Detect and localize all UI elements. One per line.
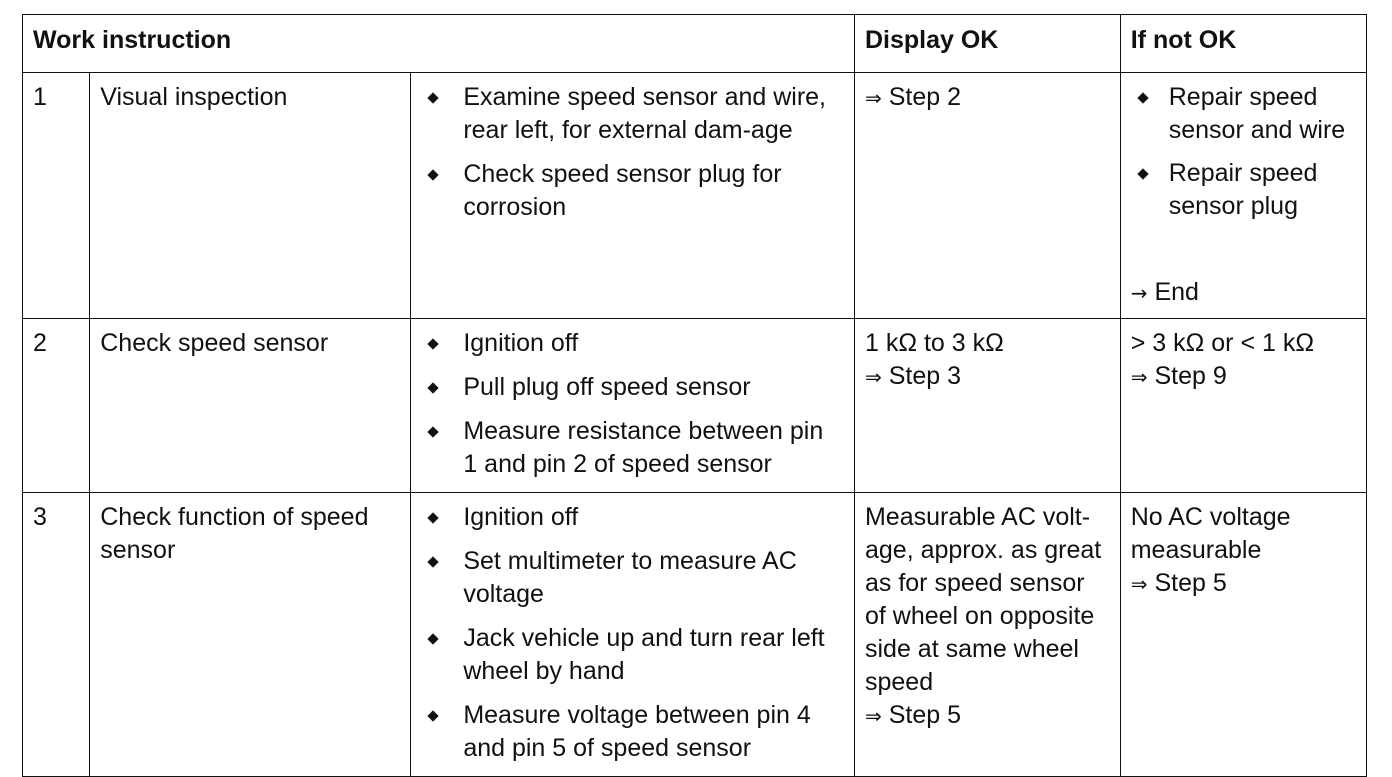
instruction-cell: [411, 319, 855, 493]
table-row: [23, 493, 1367, 777]
list-item: Measure resistance between pin 1 and pin 2 of speed sensor: [421, 415, 844, 481]
repair-list: [1131, 81, 1356, 223]
list-item: Ignition off: [421, 501, 844, 534]
double-arrow-icon: ⇒: [864, 704, 882, 728]
list-item: Repair speed sensor plug: [1131, 157, 1356, 223]
bullet-diamond-icon: [428, 633, 439, 644]
display-ok-cell: [854, 493, 1120, 777]
bullet-diamond-icon: [428, 426, 439, 437]
fault-value: No AC voltage measurable: [1130, 503, 1291, 564]
bullet-diamond-icon: [428, 512, 439, 523]
if-not-ok-cell: [1120, 73, 1366, 319]
arrow-right-icon: →: [1130, 281, 1148, 305]
next-step: ⇒ Step 9: [1130, 362, 1227, 390]
double-arrow-icon: ⇒: [864, 86, 882, 110]
next-step: → End: [1130, 278, 1199, 306]
header-work-instruction: Work instruction: [23, 15, 855, 73]
step-number: 2: [23, 319, 90, 493]
header-if-not-ok: If not OK: [1120, 15, 1366, 73]
next-step: ⇒ Step 5: [864, 701, 961, 729]
bullet-diamond-icon: [428, 556, 439, 567]
double-arrow-icon: ⇒: [1130, 365, 1148, 389]
table-row: [23, 319, 1367, 493]
list-item: Repair speed sensor and wire: [1131, 81, 1356, 147]
instruction-cell: [411, 73, 855, 319]
bullet-diamond-icon: [428, 338, 439, 349]
step-number: 1: [23, 73, 90, 319]
list-item: Set multimeter to measure AC voltage: [421, 545, 844, 611]
header-row: [23, 15, 1367, 73]
step-number: 3: [23, 493, 90, 777]
instruction-list: [421, 81, 844, 224]
list-item: Pull plug off speed sensor: [421, 371, 844, 404]
display-ok-cell: [854, 319, 1120, 493]
bullet-diamond-icon: [428, 169, 439, 180]
bullet-diamond-icon: [428, 710, 439, 721]
list-item: Examine speed sensor and wire, rear left, for external dam-age: [421, 81, 844, 147]
next-step: ⇒ Step 2: [864, 83, 961, 111]
instruction-list: [421, 327, 844, 481]
step-title: Check function of speed sensor: [90, 493, 411, 777]
bullet-diamond-icon: [428, 382, 439, 393]
header-display-ok: Display OK: [854, 15, 1120, 73]
next-step: ⇒ Step 5: [1130, 569, 1227, 597]
work-instruction-table: [22, 14, 1367, 777]
step-title: Visual inspection: [90, 73, 411, 319]
double-arrow-icon: ⇒: [1130, 572, 1148, 596]
if-not-ok-cell: [1120, 493, 1366, 777]
bullet-diamond-icon: [1137, 168, 1148, 179]
list-item: Ignition off: [421, 327, 844, 360]
table-row: [23, 73, 1367, 319]
next-step: ⇒ Step 3: [864, 362, 961, 390]
step-title: Check speed sensor: [90, 319, 411, 493]
instruction-cell: [411, 493, 855, 777]
fault-value: > 3 kΩ or < 1 kΩ: [1130, 329, 1315, 357]
list-item: Check speed sensor plug for corrosion: [421, 158, 844, 224]
double-arrow-icon: ⇒: [864, 365, 882, 389]
list-item: Measure voltage between pin 4 and pin 5 of speed sensor: [421, 699, 844, 765]
bullet-diamond-icon: [1137, 92, 1148, 103]
bullet-diamond-icon: [428, 92, 439, 103]
display-value: Measurable AC volt-age, approx. as great as for speed sensor of wheel on opposite side at same wheel speed: [864, 503, 1102, 696]
display-value: 1 kΩ to 3 kΩ: [864, 329, 1004, 357]
if-not-ok-cell: [1120, 319, 1366, 493]
instruction-list: [421, 501, 844, 765]
list-item: Jack vehicle up and turn rear left wheel by hand: [421, 622, 844, 688]
display-ok-cell: [854, 73, 1120, 319]
